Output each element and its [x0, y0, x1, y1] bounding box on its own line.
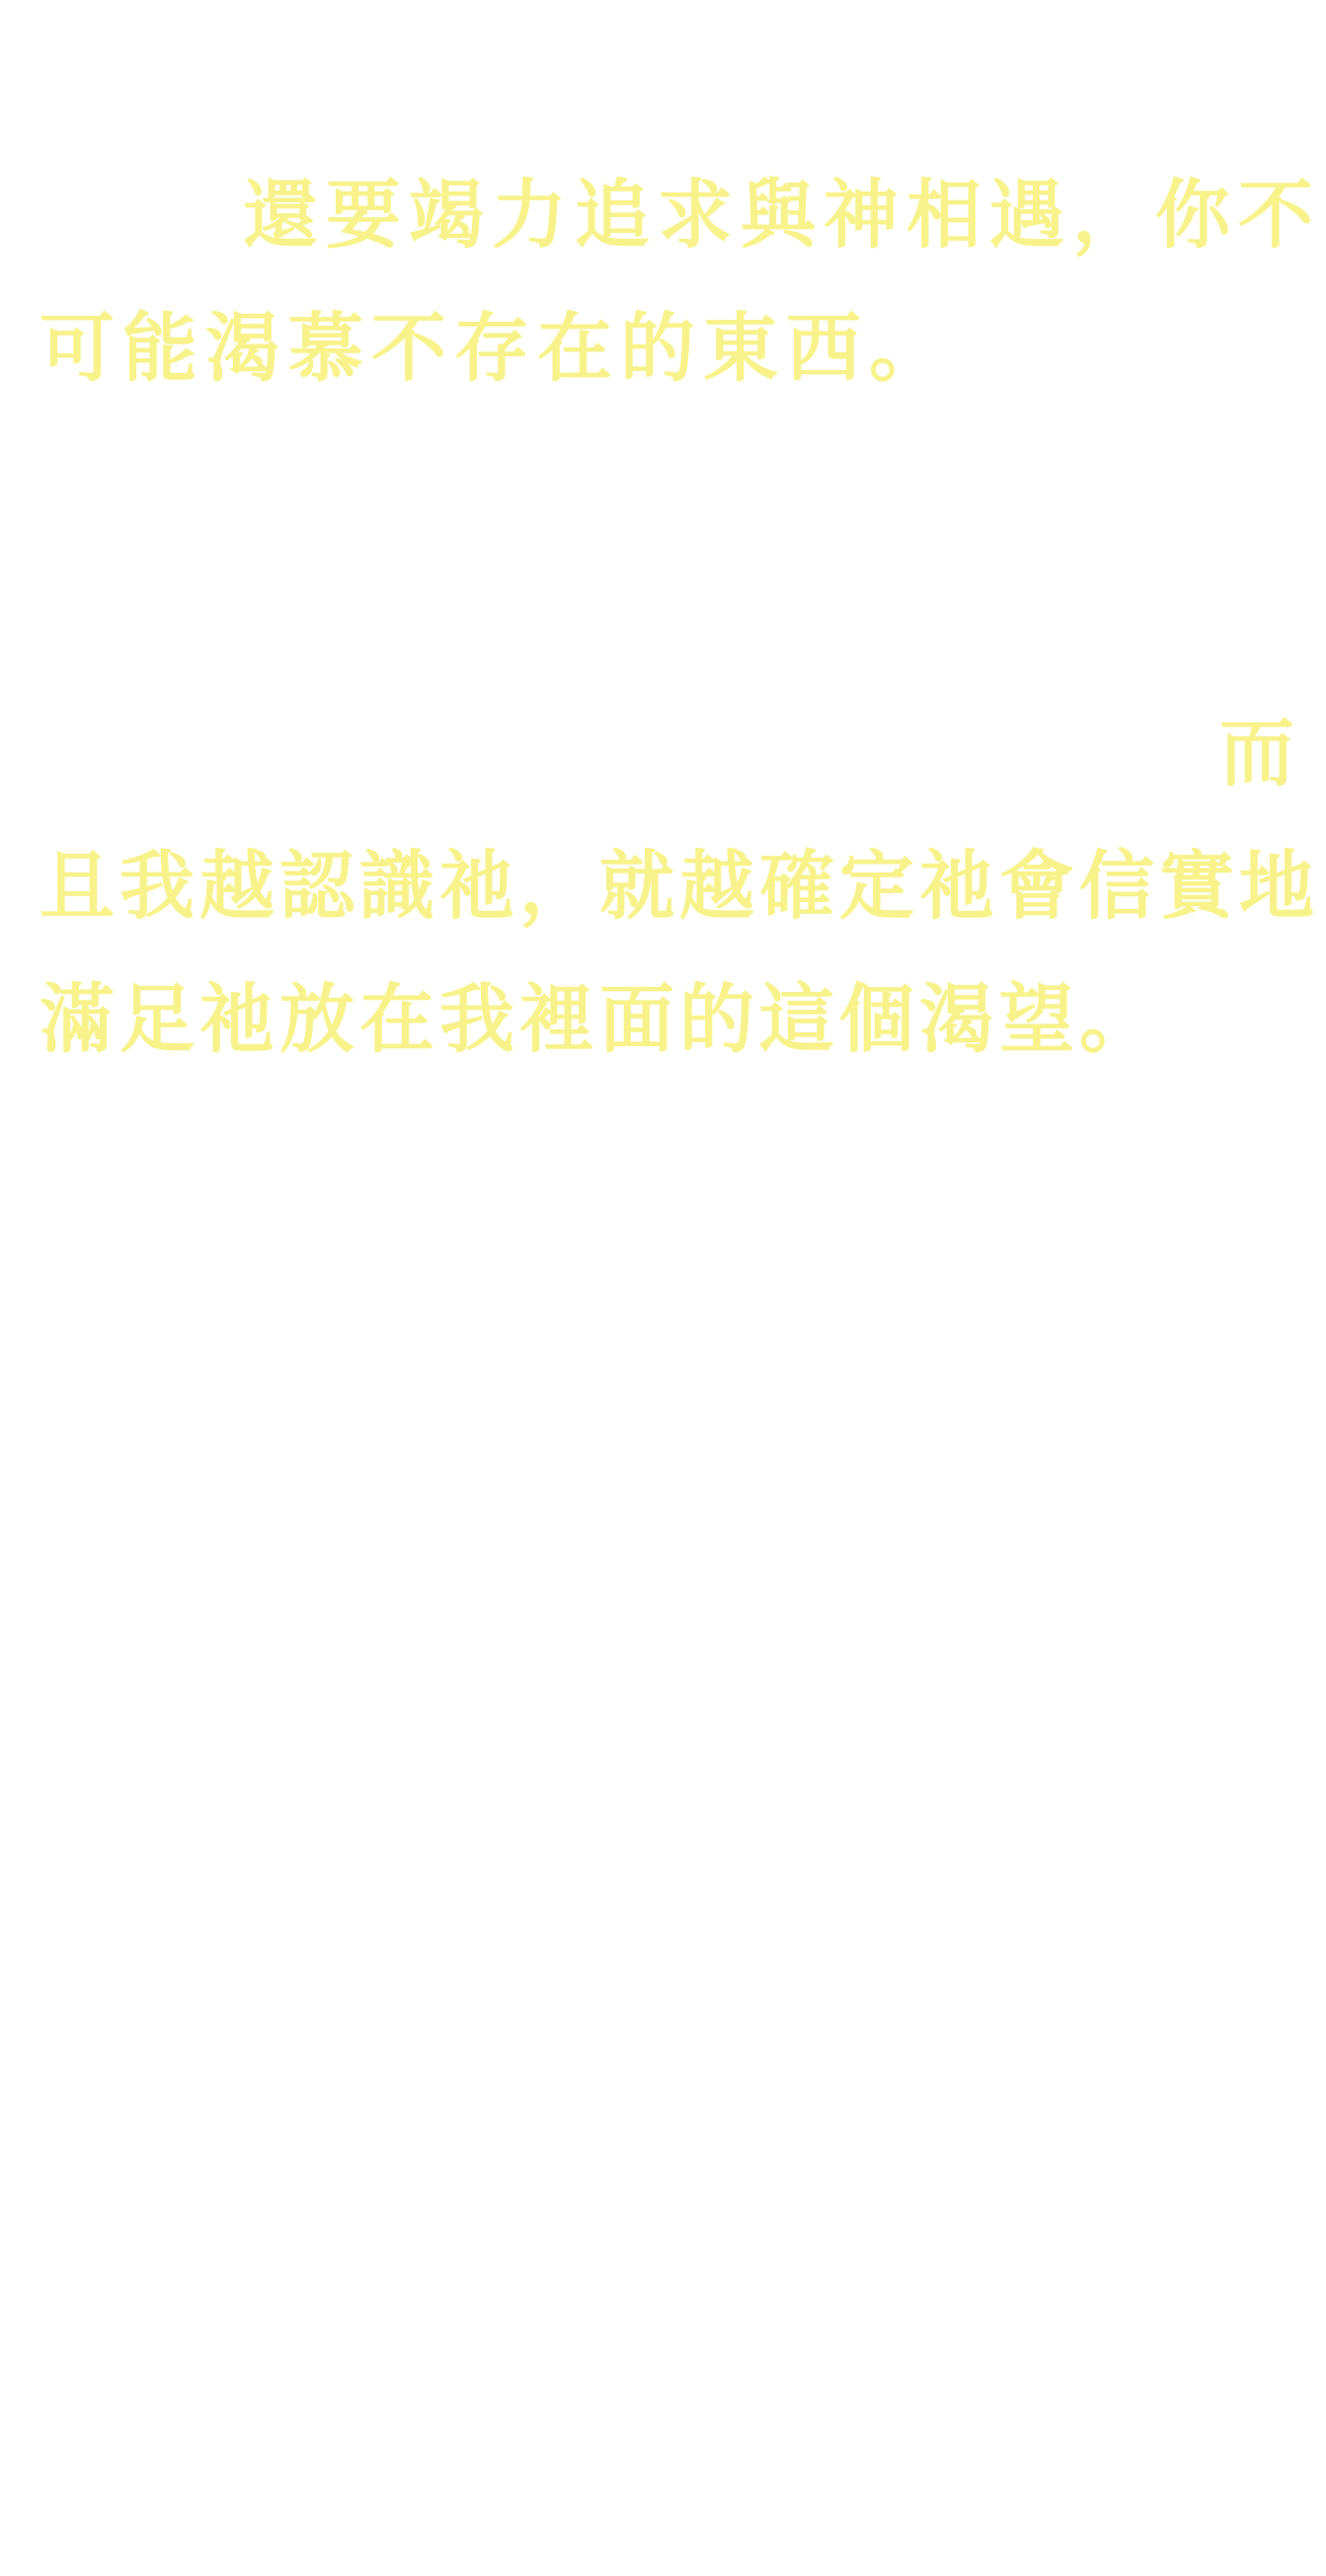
paragraph-2-line-2: 且我越認識祂，就越確定祂會信實地: [39, 842, 1319, 930]
paragraph-1-line-1: 還要竭力追求與神相遇，你不: [243, 171, 1321, 259]
paragraph-2-line-3: 滿足祂放在我裡面的這個渴望。: [39, 975, 1159, 1063]
paragraph-1-line-2: 可能渴慕不存在的東西。: [39, 304, 952, 392]
paragraph-2-line-1: 而: [1219, 709, 1302, 796]
